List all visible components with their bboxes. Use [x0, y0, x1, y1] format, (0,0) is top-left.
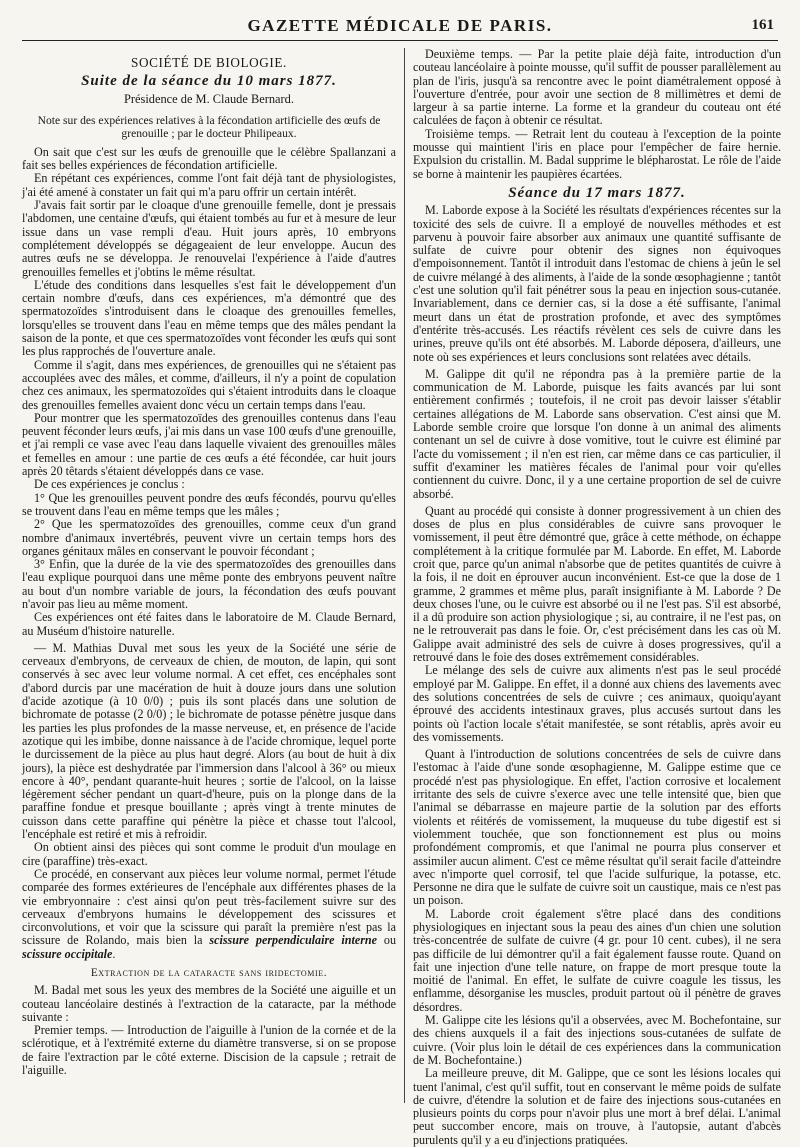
left-column [22, 48, 396, 1105]
paragraph: 2° Que les spermatozoïdes des grenouilles, comme ceux d'un grand nombre d'animaux invertébrés, peuvent vivre un certain temps hors des organes génitaux mâles en conservant le pouvoir fécondant ; [22, 517, 396, 558]
paragraph-scissure [22, 868, 396, 961]
society-heading: SOCIÉTÉ DE BIOLOGIE. [131, 55, 287, 70]
paragraph: Deuxième temps. — Par la petite plaie déjà faite, introduction d'un couteau lancéolaire à pointe mousse, qu'il suffit de pousser parallèlement au plan de l'iris, jusqu'à sa rencontre avec le point diamétralement opposé à l'ouverture d'entrée, pour avoir une section de 8 millimètres et demi de largeur à sa partie interne. La forme et la grandeur du couteau ont été calculées de façon à obtenir ce résultat. [413, 47, 781, 128]
paragraph: Quant au procédé qui consiste à donner progressivement à un chien des doses de plus en plus considérables de cuivre sans provoquer le vomissement, il peut être démontré que, grâce à cette méthode, on échappe complétement à la critique formulée par M. Laborde. En effet, M. Laborde croit que, parce qu'un animal n'absorbe que de petites quantités de cuivre à la fois, il ne doit en éprouver aucun inconvénient. Est-ce que la dose de 1 gramme, 2 grammes et même plus, paraît insignifiante à M. Laborde ? De deux choses l'une, ou le cuivre est absorbé ou il ne l'est pas. S'il est absorbé, il a dû produire son action physiologique ; si, au contraire, il ne l'est pas, on ne le retrouverait pas dans le foie. Or, c'est précisément dans les cas où M. Galippe avait administré des sels de cuivre à doses progressives, qu'il a retrouvé dans le foie des doses extrêmement considérables. [413, 503, 781, 665]
paragraph-duval: — M. Mathias Duval met sous les yeux de la Société une série de cerveaux d'embryons, de cerveaux de chien, de mouton, de lapin, qui sont conservés à sec avec leur volume normal. A cet effet, ces encéphales sont d'abord durcis par une macération de huit à douze jours dans une solution d'acide azotique (à 10 0/0) ; puis ils sont placés dans une solution de bichromate de potasse (2 0/0) ; le bichromate de potasse pénètre jusque dans les parties les plus profondes de la masse nerveuse, et, en présence de l'acide azotique qui les imbibe, donne naissance à de l'acide chromique, lequel porte le durcissement de la pièce au plus haut degré. Alors (au bout de huit à dix jours), la pièce est deshydratée par l'immersion dans l'alcool à 36° ou mieux encore à 40°, pendant quarante-huit heures ; sortie de l'alcool, on la laisse légèrement sécher pendant un quart-d'heure, puis on la plonge dans de la paraffine fondue et presque bouillante ; après vingt à trente minutes de cuisson dans cette paraffine qui pénètre la pièce et chasse tout l'alcool, l'encéphale est retiré et mis à refroidir. [22, 640, 396, 842]
paragraph: Ces expériences ont été faites dans le laboratoire de M. Claude Bernard, au Muséum d'histoire naturelle. [22, 610, 396, 638]
paragraph: Troisième temps. — Retrait lent du couteau à l'exception de la pointe mousse qui maintient l'iris en place pour l'empêcher de faire hernie. Expulsion du cristallin. M. Badal supprime le blépharostat. Le rôle de l'aide se borne à maintenir les paupières écartées. [413, 126, 781, 181]
paragraph: Le mélange des sels de cuivre aux aliments n'est pas le seul procédé employé par M. Galippe. En effet, il a donné aux chiens des lavements avec des solutions concentrées de sels de cuivre ; ces animaux, quoiqu'ayant éprouvé des accidents intestinaux graves, plus accusés surtout dans les points où l'action locale s'était manifestée, se sont rétablis, après avoir eu des vomissements. [413, 663, 781, 744]
paragraph: 3° Enfin, que la durée de la vie des spermatozoïdes des grenouilles dans l'eau explique pourquoi dans une même ponte des embryons peuvent naître au bout d'un nombre variable de jours, la fécondation des œufs pouvant n'avoir pas lieu au même moment. [22, 557, 396, 611]
session-title-17-mars: Séance du 17 mars 1877. [508, 184, 686, 201]
publication-title: GAZETTE MÉDICALE DE PARIS. [247, 16, 553, 35]
paragraph: Quant à l'introduction de solutions concentrées de sels de cuivre dans l'estomac à l'aide d'une sonde œsophagienne, M. Galippe estime que ce procédé n'est pas physiologique. En effet, l'action corrosive et localement irritante des sels de cuivre s'exerce avec une telle intensité que, bien que l'animal se débarrasse en majeure partie de la solution par des efforts violents et réitérés de vomissement, la muqueuse du tube digestif est si violemment touchée, que son fonctionnement est plus ou moins profondément compromis, et que l'animal ne pourra plus conserver et assimiler aucun aliment. C'est ce même résultat qu'il serait facile d'atteindre avec n'importe quel corrosif, tel que l'acide sulfurique, la potasse, etc. Personne ne dira que le sulfate de cuivre soit un caustique, mais ce n'est pas un poison. [413, 747, 781, 908]
emphasis-scissure-perpendiculaire: scissure perpendiculaire interne [209, 933, 378, 948]
paragraph: Pour montrer que les spermatozoïdes des grenouilles contenus dans l'eau peuvent féconder leurs œufs, j'ai mis dans un vase 100 œufs d'une grenouille, et j'ai rempli ce vase avec l'eau dans laquelle vivaient des grenouilles mâles et femelles en amour : une partie de ces œufs a été fécondée, car huit jours après 20 têtards s'étaient développés dans ce vase. [22, 410, 396, 479]
paragraph: M. Galippe dit qu'il ne répondra pas à la première partie de la communication de M. Laborde, puisque les faits avancés par lui sont entièrement confirmés ; toutefois, il ne croit pas devoir laisser s'établir certaines allégations de M. Laborde sans observation. C'est ainsi que M. Laborde semble croire que lorsque l'on donne à un animal des aliments contenant un sel de cuivre à dose vomitive, tout le cuivre est éliminé par l'acte du vomissement ; il n'en est rien, car même dans ce cas particulier, il suffit d'examiner les matières fécales de l'animal pour voir qu'elles contiennent du cuivre. Donc, il y a une certaine proportion de sel de cuivre absorbé. [413, 366, 781, 501]
page-header [22, 14, 778, 41]
page-number: 161 [751, 17, 774, 33]
right-column [413, 47, 781, 1147]
paragraph: Premier temps. — Introduction de l'aiguille à l'union de la cornée et de la sclérotique, et à l'extrémité externe du diamètre transverse, si on se propose de faire l'extraction par le côté externe. Discision de la capsule ; retrait de l'aiguille. [22, 1023, 396, 1078]
column-divider [404, 48, 405, 1103]
extraction-title: Extraction de la cataracte sans iridectomie. [90, 967, 328, 979]
note-title: Note sur des expériences relatives à la fécondation artificielle des œufs de grenouille ; par le docteur Philipeaux. [37, 113, 381, 140]
paragraph: L'étude des conditions dans lesquelles s'est fait le développement d'un certain nombre d'œufs, dans ces expériences, m'a démontré que des spermatozoïdes s'introduisent dans le cloaque des grenouilles femelles, lorsqu'elles se trouvent dans l'eau en même temps que des mâles pendant la saison de la ponte, et que ces spermatozoïdes vont féconder les œufs qui sont les plus rapprochés de l'ouverture anale. [22, 277, 396, 359]
paragraph: En répétant ces expériences, comme l'ont fait déjà tant de physiologistes, j'ai été amené à constater un fait qui m'a paru offrir un certain intérêt. [22, 171, 396, 199]
paragraph: M. Laborde expose à la Société les résultats d'expériences récentes sur la toxicité des sels de cuivre. Il a employé de nouvelles méthodes et est parvenu à pouvoir faire absorber aux animaux une quantité suffisante de sulfate de cuivre pour obtenir des signes non équivoques d'empoisonnement. Tantôt il introduit dans l'estomac de chiens à jeûn le sel de cuivre mélangé à des aliments, à l'aide de la sonde œsophagienne ; tantôt c'est une solution qu'il fait pénétrer sous la peau en injection sous-cutanée. Invariablement, dans ce dernier cas, si la dose a été suffisante, l'animal meurt dans un état de prostration profonde, et avec des symptômes d'entérite très-accusés. Les réactifs révèlent ces sels de cuivre dans les urines, preuve qu'ils ont été absorbés. M. Laborde déposera, d'ailleurs, une note où ses expériences et leurs conclusions sont relatées avec détails. [413, 203, 781, 364]
paragraph: On obtient ainsi des pièces qui sont comme le produit d'un moulage en cire (paraffine) très-exact. [22, 840, 396, 868]
text-run: Ce procédé, en conservant aux pièces leur volume normal, permet l'étude comparée des formes extérieures de l'encéphale aux différentes phases de la vie embryonnaire : c'est ainsi qu'on peut très-facilement suivre sur des cerveaux d'embryons humains le développement des scissures et circonvolutions, et voir que la scissure qui paraît la première n'est pas la scissure de Rolando, mais bien la [22, 866, 396, 948]
paragraph: J'avais fait sortir par le cloaque d'une grenouille femelle, dont je pressais l'abdomen, une centaine d'œufs, qui étaient tombés au fur et à mesure de leur issue dans un vase rempli d'eau. Huit jours après, 10 embryons complétement développés se dégageaient de leur enveloppe. Aucun des autres œufs ne se développa. Je renouvelai l'expérience à l'aide d'autres grenouilles femelles et j'obtins le même résultat. [22, 198, 396, 279]
text-run: ou [377, 933, 396, 948]
paragraph: Comme il s'agit, dans mes expériences, de grenouilles qui ne s'étaient pas accouplées avec des mâles, et comme, d'ailleurs, il n'y a point de copulation chez ces animaux, les spermatozoïdes qui s'étaient introduits dans le cloaque des grenouilles femelles avaient donc vécu un certain temps dans l'eau. [22, 357, 396, 412]
paragraph: 1° Que les grenouilles peuvent pondre des œufs fécondés, pourvu qu'elles se trouvent dans l'eau en même temps que les mâles ; [22, 490, 396, 518]
text-run: . [112, 946, 116, 961]
presidence-line: Présidence de M. Claude Bernard. [124, 91, 294, 106]
paragraph: M. Laborde croit également s'être placé dans des conditions physiologiques en injectant sous la peau des aines d'un chien une solution très-concentrée de sulfate de cuivre (4 gr. pour 10 cent. cubes), il ne sera pas difficile de lui démontrer qu'il a fait également fausse route. Quand on fait une injection d'une telle nature, on frappe de mort presque toute la moitié de l'animal. En effet, le sulfate de cuivre coagule les tissus, les enflamme, désorganise les muscles, produit partout où il pénètre de graves désordres. [413, 906, 781, 1014]
paragraph: M. Galippe cite les lésions qu'il a observées, avec M. Bochefontaine, sur des chiens auxquels il a fait des injections sous-cutanées de sulfate de cuivre. (Voir plus loin le détail de ces expériences dans la communication de M. Bochefontaine.) [413, 1013, 781, 1067]
paragraph: La meilleure preuve, dit M. Galippe, que ce sont les lésions locales qui tuent l'animal, c'est qu'il suffit, tout en conservant le même poids de sulfate de cuivre, d'étendre la solution et de faire des injections sous-cutanées en plusieurs points du corps pour n'avoir plus une mort à bref délai. L'animal peut succomber encore, mais on trouve, à l'autopsie, autant d'abcès purulents qu'il y a eu d'injections pratiquées. [413, 1066, 781, 1147]
paragraph: De ces expériences je conclus : [34, 477, 185, 492]
paragraph: On sait que c'est sur les œufs de grenouille que le célèbre Spallanzani a fait ses belles expériences de fécondation artificielle. [22, 144, 396, 173]
emphasis-scissure-occipitale: scissure occipitale [22, 946, 113, 961]
paragraph: M. Badal met sous les yeux des membres de la Société une aiguille et un couteau lancéolaire destinés à l'extraction de la cataracte, par la méthode suivante : [22, 983, 396, 1024]
session-title-10-mars: Suite de la séance du 10 mars 1877. [81, 73, 337, 90]
